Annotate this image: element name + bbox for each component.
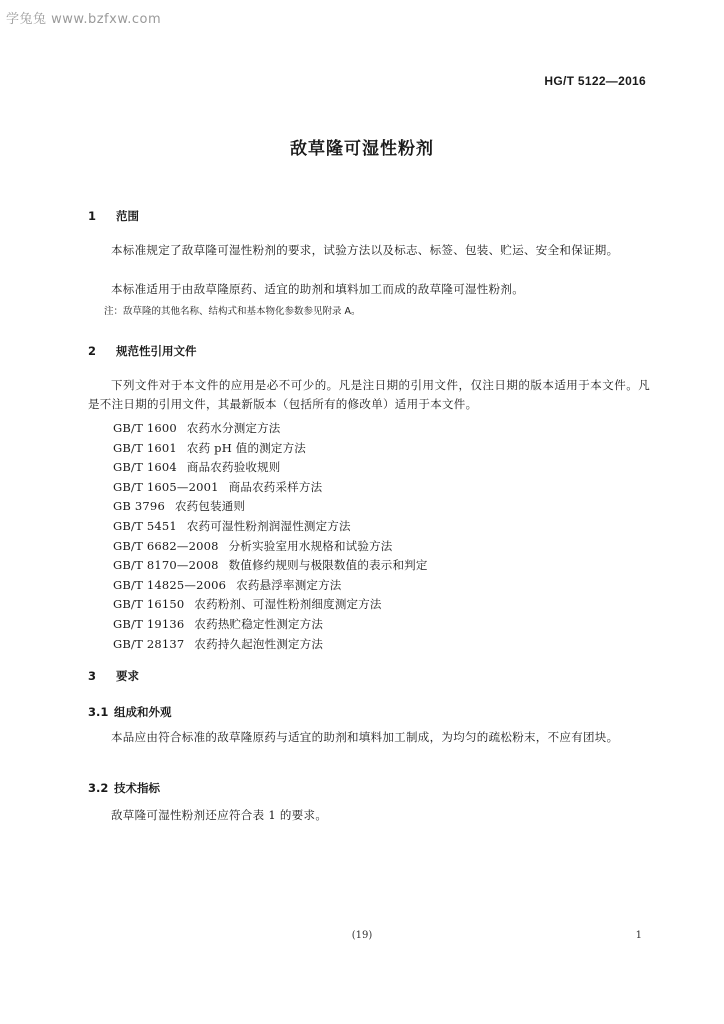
section-title: 范围: [116, 209, 139, 223]
reference-item: [113, 615, 428, 635]
reference-list: [113, 419, 428, 654]
section-2-heading: [88, 343, 197, 359]
reference-title: 农药热贮稳定性测定方法: [194, 616, 324, 631]
document-title: 敌草隆可湿性粉剂: [290, 139, 434, 159]
scope-paragraph-1: 本标准规定了敌草隆可湿性粉剂的要求，试验方法以及标志、标签、包装、贮运、安全和保证期。: [111, 243, 619, 257]
section-1-heading: [88, 208, 139, 224]
section-3-1-heading: [88, 704, 172, 720]
reference-item: [113, 458, 428, 478]
reference-title: 商品农药验收规则: [186, 460, 281, 475]
reference-code: GB/T 5451: [113, 518, 177, 533]
reference-item: [113, 635, 428, 655]
section-title: 技术指标: [114, 781, 160, 795]
section-number: 2: [88, 344, 97, 358]
standard-code: HG/T 5122—2016: [544, 74, 646, 88]
reference-item: [113, 517, 428, 537]
reference-code: GB/T 28137: [113, 636, 185, 651]
section-title: 要求: [116, 669, 139, 683]
reference-item: [113, 478, 428, 498]
reference-item: [113, 595, 428, 615]
section-number: 3: [88, 669, 97, 683]
reference-title: 农药粉剂、可湿性粉剂细度测定方法: [194, 597, 382, 612]
section-title: 规范性引用文件: [116, 344, 197, 358]
reference-item: [113, 419, 428, 439]
watermark: 学兔兔 www.bzfxw.com: [6, 12, 162, 27]
reference-title: 数值修约规则与极限数值的表示和判定: [228, 558, 428, 573]
reference-item: [113, 537, 428, 557]
scope-note: 注：敌草隆的其他名称、结构式和基本物化参数参见附录 A。: [104, 306, 361, 317]
reference-title: 分析实验室用水规格和试验方法: [228, 538, 393, 553]
section-3-2-heading: [88, 780, 160, 796]
section-number: 3.2: [88, 781, 109, 795]
reference-title: 农药 pH 值的测定方法: [186, 440, 307, 455]
reference-item: [113, 497, 428, 517]
reference-title: 农药水分测定方法: [186, 421, 281, 435]
reference-code: GB 3796: [113, 499, 165, 514]
reference-code: GB/T 1600: [113, 421, 177, 435]
reference-code: GB/T 1601: [113, 440, 177, 455]
scope-paragraph-2: 本标准适用于由敌草隆原药、适宜的助剂和填料加工而成的敌草隆可湿性粉剂。: [111, 282, 524, 296]
reference-code: GB/T 14825—2006: [113, 577, 227, 592]
section-number: 3.1: [88, 705, 109, 719]
reference-code: GB/T 1604: [113, 460, 177, 475]
reference-code: GB/T 16150: [113, 597, 185, 612]
section-3-heading: [88, 668, 139, 684]
reference-code: GB/T 6682—2008: [113, 538, 219, 553]
page-number: (19): [351, 930, 373, 941]
composition-paragraph: 本品应由符合标准的敌草隆原药与适宜的助剂和填料加工制成，为均匀的疏松粉末，不应有团块。: [111, 730, 619, 744]
technical-paragraph: 敌草隆可湿性粉剂还应符合表 1 的要求。: [111, 808, 328, 822]
section-number: 1: [88, 209, 97, 223]
reference-title: 农药可湿性粉剂润湿性测定方法: [186, 518, 351, 533]
reference-code: GB/T 8170—2008: [113, 558, 219, 573]
reference-title: 农药悬浮率测定方法: [236, 577, 342, 592]
reference-title: 农药持久起泡性测定方法: [194, 636, 324, 651]
reference-title: 农药包装通则: [174, 499, 246, 514]
reference-code: GB/T 19136: [113, 616, 185, 631]
section-title: 组成和外观: [114, 705, 172, 719]
normative-intro: 下列文件对于本文件的应用是必不可少的。凡是注日期的引用文件，仅注日期的版本适用于本文件。凡是不注日期的引用文件，其最新版本（包括所有的修改单）适用于本文件。: [88, 378, 650, 411]
reference-item: [113, 556, 428, 576]
reference-code: GB/T 1605—2001: [113, 479, 219, 494]
reference-item: [113, 576, 428, 596]
reference-item: [113, 439, 428, 459]
page-mark: 1: [635, 930, 642, 941]
reference-title: 商品农药采样方法: [228, 479, 323, 494]
